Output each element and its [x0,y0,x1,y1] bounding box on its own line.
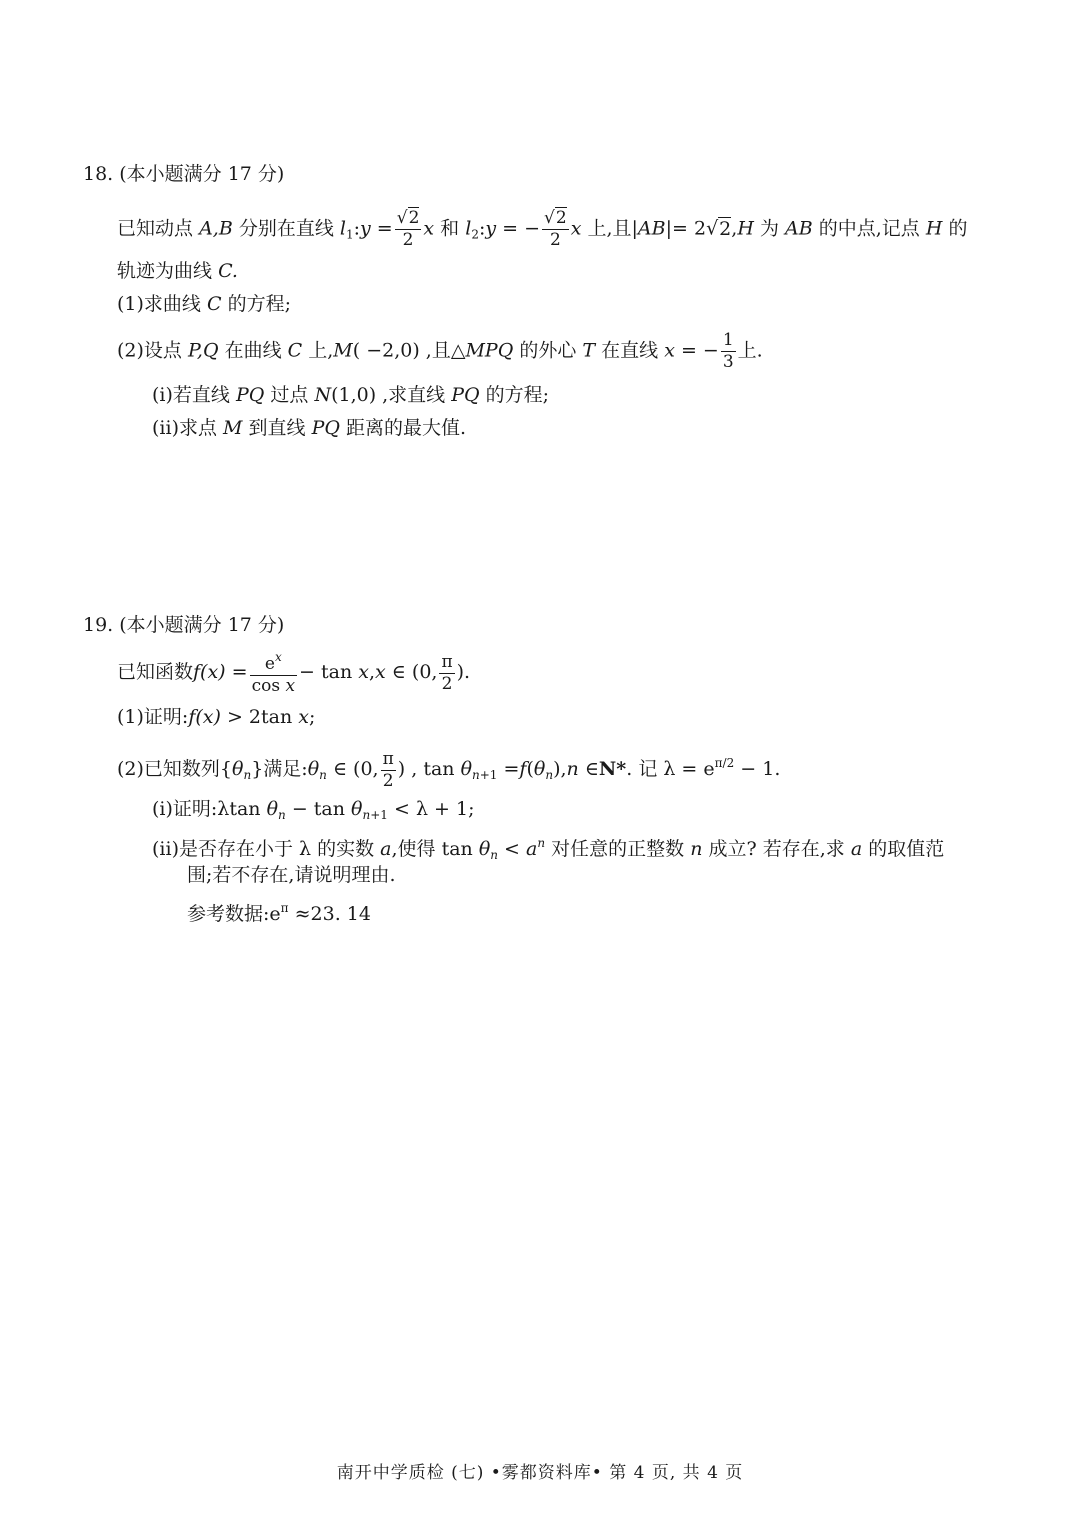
q19-reference-data: 参考数据$:e^\pi \approx 23$. 14 [187,901,371,925]
q18-intro-line1: 已知动点 A,B 分别在直线 $l_1:y$ = $\frac{√2}{2}$ x 和 $l_2:y$ = − $\frac{√2}{2}$ x 上,且|AB|= 2√2,H 为 AB 的中点,记点 H 的 [117,208,968,250]
q18-part1: (1)求曲线 C 的方程; [117,293,291,315]
q19-sub-ii: (ii)是否存在小于 λ 的实数 a,使得 $\tan \theta_n < a^n$ 对任意的正整数 n 成立? 若存在,求 a 的取值范 [152,836,945,862]
q19-part2: (2)已知数列$\{\theta_n\}$满足$:\theta_n$ ∈ (0, $\frac{\pi}{2}$ ) , $\tan \theta_{n+1} =f(\theta_n),n$ ∈N*. 记 $\lambda = e^{\pi/2} - 1$. [117,748,781,791]
page-footer: 南开中学质检 (七) •雾都资料库• 第 4 页, 共 4 页 [336,1463,744,1483]
q18-sub-ii: (ii)求点 M 到直线 PQ 距离的最大值. [152,417,467,439]
q19-title: 19. (本小题满分 17 分) [83,614,285,636]
q18-intro-line2: 轨迹为曲线 C. [117,260,238,282]
q18-part2: (2)设点 P,Q 在曲线 C 上,M( −2,0) ,且△MPQ 的外心 T 在直线 x = − $\frac{1}{3}$ 上. [117,330,763,372]
q18-sub-i: (i)若直线 PQ 过点 N(1,0) ,求直线 PQ 的方程; [152,384,550,406]
q19-sub-i: (i)证明:λtan $\theta_n - \tan \theta_{n+1} < \lambda + 1$; [152,798,475,822]
q19-sub-ii-line2: 围;若不存在,请说明理由. [187,864,396,886]
q19-intro: 已知函数f(x) = $\frac{e^x}{\text{cos x}}$ − tan x,x ∈ (0, $\frac{\pi}{2}$ ). [117,650,471,696]
q19-part1: (1)证明:f(x) > 2tan x; [117,706,316,728]
q18-title: 18. (本小题满分 17 分) [83,163,285,185]
